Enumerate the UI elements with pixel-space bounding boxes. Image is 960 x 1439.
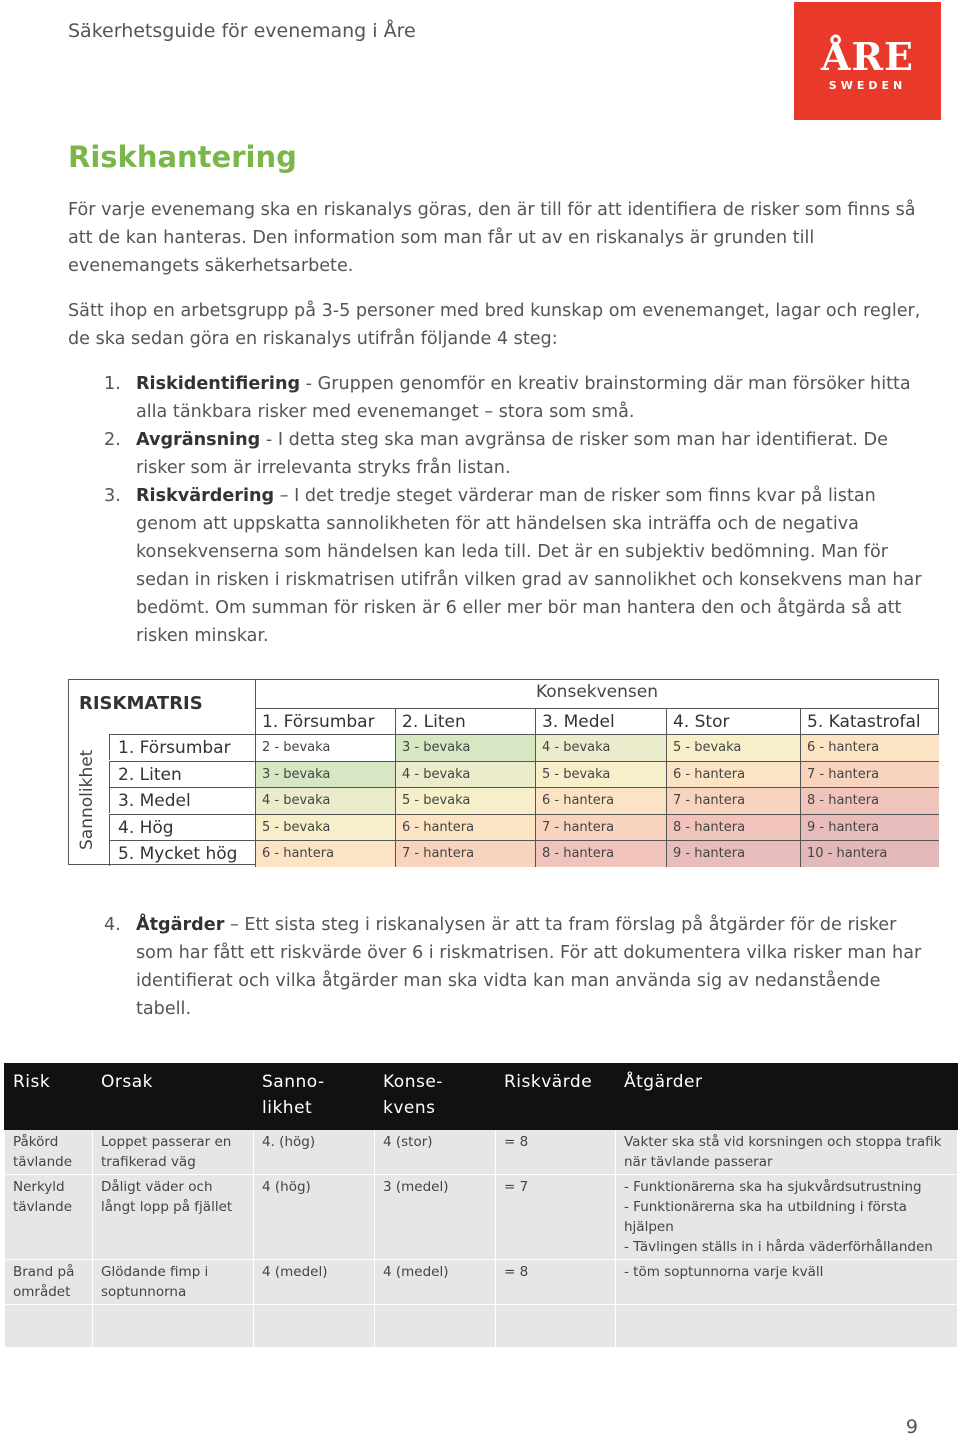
matrix-cell: 8 - hantera — [535, 840, 666, 867]
steps-list-1-3 — [104, 370, 924, 650]
matrix-cell: 3 - bevaka — [395, 734, 535, 761]
cell-riskvarde: = 8 — [496, 1260, 616, 1305]
matrix-cell: 5 - bevaka — [666, 734, 800, 761]
cell-konsekvens: 4 (stor) — [375, 1130, 496, 1175]
cell-atgarder: Vakter ska stå vid korsningen och stoppa trafik när tävlande passerar — [616, 1130, 958, 1175]
cell-konsekvens — [375, 1305, 496, 1348]
matrix-cell: 8 - hantera — [666, 814, 800, 841]
logo-sub-text: SWEDEN — [828, 79, 907, 92]
cell-orsak: Dåligt väder och långt lopp på fjället — [93, 1175, 254, 1260]
cell-riskvarde: = 8 — [496, 1130, 616, 1175]
matrix-cell: 4 - bevaka — [255, 787, 395, 814]
table-row — [5, 1175, 958, 1260]
cell-orsak — [93, 1305, 254, 1348]
step-text — [136, 482, 924, 650]
matrix-cell: 6 - hantera — [255, 840, 395, 867]
step-term: Åtgärder — [136, 915, 225, 935]
matrix-cell: 7 - hantera — [800, 761, 939, 788]
are-sweden-logo — [794, 2, 941, 120]
step-description: - I detta steg ska man avgränsa de risker som man har identifierat. De risker som är irrelevanta stryks från listan. — [136, 430, 888, 478]
page-number: 9 — [905, 1416, 918, 1438]
matrix-cell: 7 - hantera — [666, 787, 800, 814]
cell-risk: Påkörd tävlande — [5, 1130, 93, 1175]
matrix-column-header: 2. Liten — [395, 708, 535, 734]
step-description: - Gruppen genomför en kreativ brainstorming där man försöker hitta alla tänkbara risker med evenemanget – stora som små. — [136, 374, 911, 422]
table-row — [5, 1260, 958, 1305]
matrix-row-header: 5. Mycket hög — [109, 840, 255, 866]
step-number: 3. — [104, 486, 121, 506]
cell-orsak: Loppet passerar en trafikerad väg — [93, 1130, 254, 1175]
step-term: Riskidentifiering — [136, 374, 301, 394]
table-row — [5, 1130, 958, 1175]
step-term: Riskvärdering — [136, 486, 275, 506]
step-text — [136, 370, 924, 426]
step-item — [104, 370, 924, 426]
matrix-column-header: 5. Katastrofal — [800, 708, 939, 734]
column-header-konsekvens: Konse- kvens — [375, 1064, 496, 1130]
column-header-risk: Risk — [5, 1064, 93, 1130]
matrix-cell: 4 - bevaka — [535, 734, 666, 761]
column-header-sannolikhet: Sanno- likhet — [254, 1064, 375, 1130]
matrix-column-header: 4. Stor — [666, 708, 800, 734]
cell-riskvarde: = 7 — [496, 1175, 616, 1260]
step-description: – I det tredje steget värderar man de risker som finns kvar på listan genom att uppskatta sannolikheten för att händelsen ska inträffa och de negativa konsekvenserna som händelsen kan leda till. Det är en subjektiv bedömning. Man för sedan in risken i riskmatrisen utifrån vilken grad av sannolikhet och konsekvens man har bedömt. Om summan för risken är 6 eller mer bör man hantera den och åtgärda så att risken minskar. — [136, 486, 922, 646]
cell-sannolikhet — [254, 1305, 375, 1348]
cell-risk: Brand på området — [5, 1260, 93, 1305]
matrix-row-header: 2. Liten — [109, 761, 255, 787]
step-term: Avgränsning — [136, 430, 261, 450]
matrix-row-header: 1. Försumbar — [109, 734, 255, 760]
cell-risk: Nerkyld tävlande — [5, 1175, 93, 1260]
intro-paragraph-1: För varje evenemang ska en riskanalys göras, den är till för att identifiera de risker som finns så att de kan hanteras. Den information som man får ut av en riskanalys är grunden till evenemangets säkerhetsarbete. — [68, 200, 916, 276]
step-description: – Ett sista steg i riskanalysen är att ta fram förslag på åtgärder för de risker som har fått ett riskvärde över 6 i riskmatrisen. För att dokumentera vilka risker man har identifierat och vilka åtgärder man ska vidta kan man använda sig av nedanstående tabell. — [136, 915, 922, 1019]
matrix-consequence-label: Konsekvensen — [535, 682, 659, 702]
matrix-cell: 2 - bevaka — [255, 734, 395, 761]
matrix-cell: 3 - bevaka — [255, 761, 395, 788]
matrix-cell: 5 - bevaka — [395, 787, 535, 814]
action-table — [4, 1063, 958, 1348]
action-table-header-row — [5, 1064, 958, 1130]
matrix-cell: 6 - hantera — [395, 814, 535, 841]
step-text — [136, 911, 924, 1023]
matrix-cell: 10 - hantera — [800, 840, 939, 867]
step-number: 2. — [104, 430, 121, 450]
matrix-probability-label: Sannolikhet — [77, 749, 97, 850]
logo-main-text: ÅRE — [820, 34, 915, 79]
cell-orsak: Glödande fimp i soptunnorna — [93, 1260, 254, 1305]
step-text — [136, 426, 924, 482]
document-header-title: Säkerhetsguide för evenemang i Åre — [68, 20, 416, 42]
column-header-riskvarde: Riskvärde — [496, 1064, 616, 1130]
intro-paragraph-2: Sätt ihop en arbetsgrupp på 3-5 personer med bred kunskap om evenemanget, lagar och regler, de ska sedan göra en riskanalys utifrån följande 4 steg: — [68, 301, 921, 349]
matrix-cell: 7 - hantera — [535, 814, 666, 841]
step-item — [104, 482, 924, 650]
matrix-column-header: 3. Medel — [535, 708, 666, 734]
cell-atgarder — [616, 1305, 958, 1348]
column-header-orsak: Orsak — [93, 1064, 254, 1130]
matrix-title: RISKMATRIS — [79, 693, 203, 714]
matrix-cell: 9 - hantera — [800, 814, 939, 841]
cell-riskvarde — [496, 1305, 616, 1348]
matrix-cell: 5 - bevaka — [535, 761, 666, 788]
matrix-cell: 8 - hantera — [800, 787, 939, 814]
matrix-row-header: 3. Medel — [109, 787, 255, 813]
step-item — [104, 911, 924, 1023]
cell-risk — [5, 1305, 93, 1348]
cell-sannolikhet: 4 (medel) — [254, 1260, 375, 1305]
cell-atgarder: - töm soptunnorna varje kväll — [616, 1260, 958, 1305]
section-title: Riskhantering — [68, 140, 297, 174]
matrix-row-header: 4. Hög — [109, 814, 255, 840]
matrix-cell: 6 - hantera — [666, 761, 800, 788]
matrix-cell: 9 - hantera — [666, 840, 800, 867]
column-header-atgarder: Åtgärder — [616, 1064, 958, 1130]
cell-sannolikhet: 4 (hög) — [254, 1175, 375, 1260]
risk-matrix — [68, 679, 939, 865]
matrix-divider — [255, 680, 256, 708]
step-number: 4. — [104, 915, 121, 935]
matrix-cell: 4 - bevaka — [395, 761, 535, 788]
step-number: 1. — [104, 374, 121, 394]
matrix-cell: 6 - hantera — [535, 787, 666, 814]
step-item — [104, 426, 924, 482]
cell-konsekvens: 3 (medel) — [375, 1175, 496, 1260]
cell-konsekvens: 4 (medel) — [375, 1260, 496, 1305]
table-row-empty — [5, 1305, 958, 1348]
cell-sannolikhet: 4. (hög) — [254, 1130, 375, 1175]
matrix-column-header: 1. Försumbar — [255, 708, 395, 734]
cell-atgarder: - Funktionärerna ska ha sjukvårdsutrustning - Funktionärerna ska ha utbildning i första hjälpen - Tävlingen ställs in i hårda väderförhållanden — [616, 1175, 958, 1260]
steps-list-4 — [104, 911, 924, 1023]
matrix-cell: 7 - hantera — [395, 840, 535, 867]
matrix-cell: 5 - bevaka — [255, 814, 395, 841]
matrix-cell: 6 - hantera — [800, 734, 939, 761]
